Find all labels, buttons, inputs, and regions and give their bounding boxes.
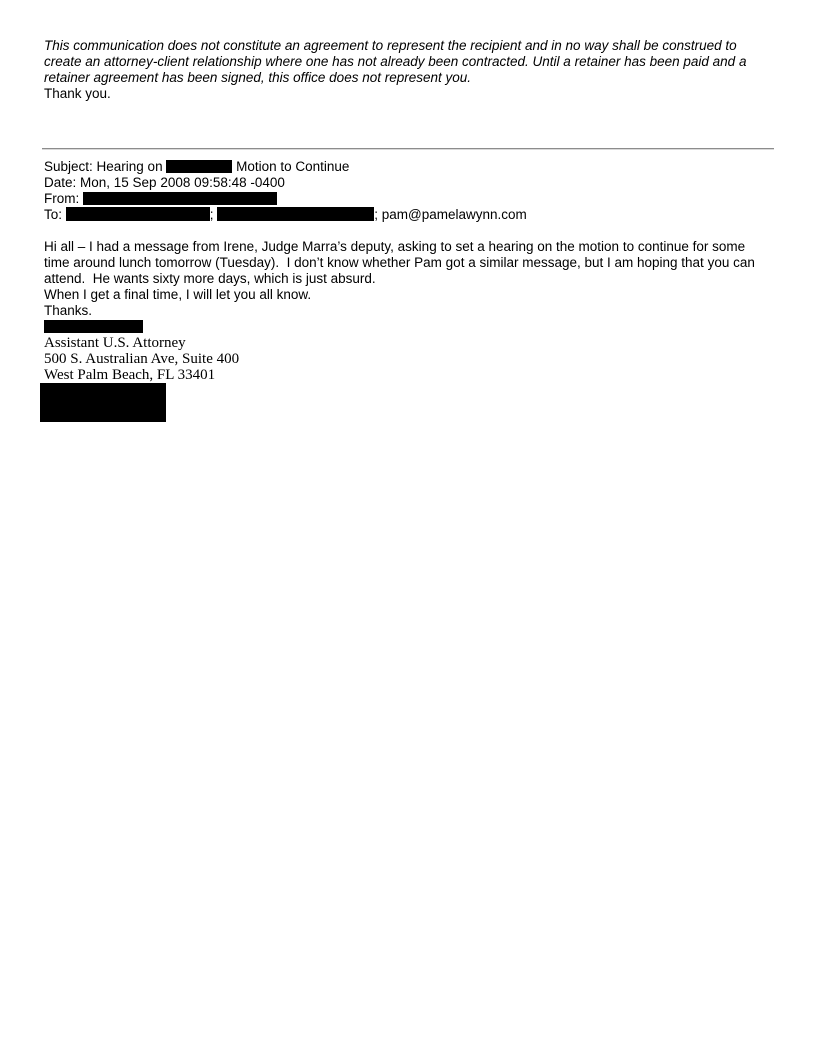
disclaimer-closing: Thank you. xyxy=(44,86,111,101)
body-line: attend. He wants sixty more days, which is just absurd. xyxy=(44,271,376,286)
body-line: When I get a final time, I will let you all know. xyxy=(44,287,312,302)
to-separator-text: ; xyxy=(209,207,218,222)
sender-name-line xyxy=(44,319,776,335)
section-divider xyxy=(42,148,774,150)
disclaimer-line: This communication does not constitute an agreement to represent the recipient and in no way shall be construed to xyxy=(44,38,737,53)
email-body xyxy=(44,239,776,335)
redaction-to-address-2 xyxy=(217,207,374,221)
redaction-to-address-1 xyxy=(66,207,210,221)
redaction-from-address xyxy=(83,192,277,205)
from-label-text: From: xyxy=(44,191,83,206)
to-visible-recipient-text: ; pam@pamelawynn.com xyxy=(374,207,527,222)
disclaimer-line: create an attorney-client relationship where one has not already been contracted. Until a retainer has been paid and a xyxy=(44,54,747,69)
signature-address-line2: West Palm Beach, FL 33401 xyxy=(44,367,216,383)
signature-block xyxy=(44,335,776,383)
to-label-text: To: xyxy=(44,207,66,222)
subject-trailing-text: Motion to Continue xyxy=(232,159,350,174)
page-content xyxy=(44,38,776,422)
body-line: Thanks. xyxy=(44,303,93,318)
signature-address-line1: 500 S. Australian Ave, Suite 400 xyxy=(44,351,240,367)
header-date: Date: Mon, 15 Sep 2008 09:58:48 -0400 xyxy=(44,175,285,190)
subject-label-text: Subject: Hearing on xyxy=(44,159,167,174)
redaction-sender-name xyxy=(44,320,143,333)
header-from xyxy=(44,191,776,207)
redaction-footer-block xyxy=(40,383,166,422)
legal-disclaimer xyxy=(44,38,776,102)
disclaimer-line: retainer agreement has been signed, this office does not represent you. xyxy=(44,70,472,85)
body-line: Hi all – I had a message from Irene, Judge Marra’s deputy, asking to set a hearing on the motion to continue for some xyxy=(44,239,746,254)
email-headers xyxy=(44,159,776,223)
signature-title: Assistant U.S. Attorney xyxy=(44,335,186,351)
body-line: time around lunch tomorrow (Tuesday). I don’t know whether Pam got a similar message, but I am hoping that you can xyxy=(44,255,755,270)
header-subject xyxy=(44,159,776,175)
header-to xyxy=(44,207,776,223)
redaction-subject-name xyxy=(166,160,232,173)
